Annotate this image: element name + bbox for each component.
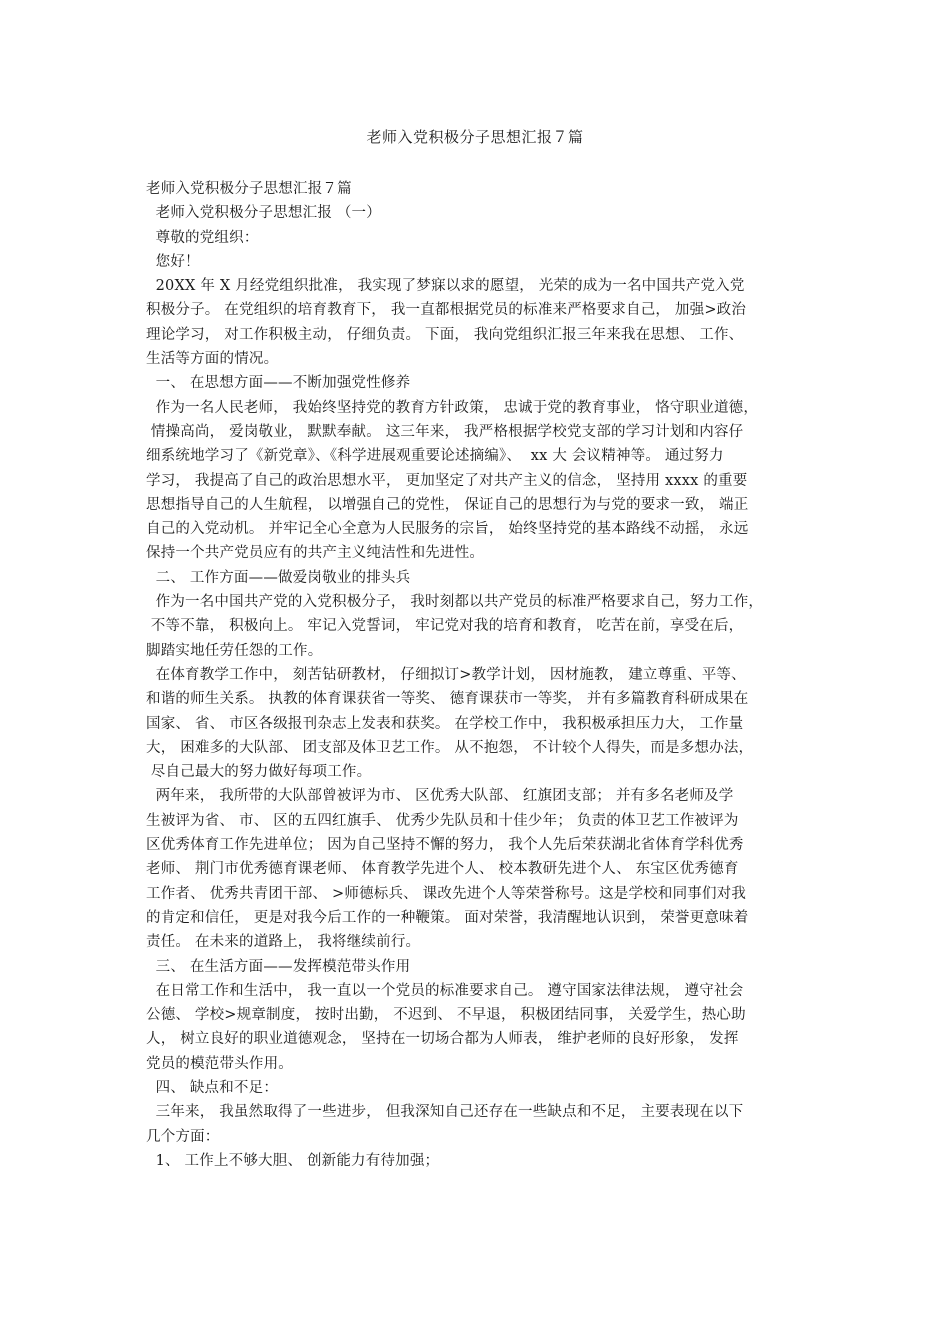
body-line: 和谐的师生关系。 执教的体育课获省一等奖、 德育课获市一等奖， 并有多篇教育科研成果在	[146, 691, 749, 708]
body-line: 工作者、 优秀共青团干部、 >师德标兵、 课改先进个人等荣誉称号。这是学校和同事们对我	[146, 885, 747, 902]
body-line: 几个方面：	[146, 1128, 220, 1145]
body-line: 国家、 省、 市区各级报刊杂志上发表和获奖。 在学校工作中， 我积极承担压力大， 工作量	[146, 715, 744, 732]
body-line: 四、 缺点和不足：	[146, 1079, 279, 1096]
body-line: 情操高尚， 爱岗敬业， 默默奉献。 这三年来， 我严格根据学校党支部的学习计划和内容仔	[146, 423, 744, 440]
body-line: 在体育教学工作中， 刻苦钻研教材， 仔细拟订>教学计划， 因材施教， 建立尊重、平等、	[146, 666, 746, 683]
body-line: 人， 树立良好的职业道德观念， 坚持在一切场合都为人师表， 维护老师的良好形象， 发挥	[146, 1031, 739, 1048]
body-line: 积极分子。 在党组织的培育教育下， 我一直都根据党员的标准来严格要求自己， 加强>政治	[146, 302, 747, 319]
document-title: 老师入党积极分子思想汇报７篇	[366, 128, 584, 146]
body-line: 三、 在生活方面——发挥模范带头作用	[146, 958, 411, 975]
body-line: 区优秀体育工作先进单位； 因为自己坚持不懈的努力， 我个人先后荣获湖北省体育学科优秀	[146, 837, 744, 854]
body-line: 20XX 年 X 月经党组织批准， 我实现了梦寐以求的愿望， 光荣的成为一名中国共产党入党	[146, 278, 745, 295]
body-line: 保持一个共产党员应有的共产主义纯洁性和先进性。	[146, 545, 485, 562]
body-line: 自己的入党动机。 并牢记全心全意为人民服务的宗旨， 始终坚持党的基本路线不动摇， 永远	[146, 521, 749, 538]
body-line: 脚踏实地任劳任怨的工作。	[146, 642, 323, 659]
body-line: 公德、 学校>规章制度， 按时出勤， 不迟到、 不早退， 积极团结同事， 关爱学生，热心助	[146, 1007, 746, 1024]
body-line: 思想指导自己的人生航程， 以增强自己的党性， 保证自己的思想行为与党的要求一致， 端正	[146, 496, 749, 513]
body-line: 老师入党积极分子思想汇报７篇	[146, 181, 352, 197]
body-line: 作为一名中国共产党的入党积极分子， 我时刻都以共产党员的标准严格要求自己，努力工作，	[146, 594, 764, 611]
body-line: 三年来， 我虽然取得了一些进步， 但我深知自己还存在一些缺点和不足， 主要表现在以下	[146, 1104, 744, 1121]
body-line: 党员的模范带头作用。	[146, 1055, 293, 1072]
body-line: 不等不靠， 积极向上。 牢记入党誓词， 牢记党对我的培育和教育， 吃苦在前，享受在后，	[146, 618, 744, 635]
body-line: 二、 工作方面——做爱岗敬业的排头兵	[146, 569, 411, 586]
body-line: 生活等方面的情况。	[146, 351, 279, 368]
body-line: 细系统地学习了《新党章》、《科学进展观重要论述摘编》、 xx 大 会议精神等。 通过努力	[146, 448, 724, 465]
body-line: 您好！	[146, 253, 200, 270]
body-line: 责任。 在未来的道路上， 我将继续前行。	[146, 934, 421, 951]
body-line: 作为一名人民老师， 我始终坚持党的教育方针政策， 忠诚于党的教育事业， 恪守职业道德，	[146, 399, 759, 416]
body-line: 1、 工作上不够大胆、 创新能力有待加强；	[146, 1152, 440, 1169]
body-line: 理论学习， 对工作积极主动， 仔细负责。 下面， 我向党组织汇报三年来我在思想、 工作、	[146, 326, 744, 343]
body-line: 学习， 我提高了自己的政治思想水平， 更加坚定了对共产主义的信念， 坚持用 xxxx 的重要	[146, 472, 748, 489]
body-line: 尽自己最大的努力做好每项工作。	[146, 764, 372, 781]
body-line: 在日常工作和生活中， 我一直以一个党员的标准要求自己。 遵守国家法律法规， 遵守社会	[146, 982, 744, 999]
document-body	[146, 177, 818, 1173]
body-line: 老师入党积极分子思想汇报 （一）	[146, 205, 381, 222]
body-line: 大， 困难多的大队部、 团支部及体卫艺工作。 从不抱怨， 不计较个人得失，而是多想办法，	[146, 739, 754, 756]
body-line: 一、 在思想方面——不断加强党性修养	[146, 375, 411, 392]
body-line: 老师、 荆门市优秀德育课老师、 体育教学先进个人、 校本教研先进个人、 东宝区优秀德育	[146, 861, 739, 878]
body-line: 两年来， 我所带的大队部曾被评为市、 区优秀大队部、 红旗团支部； 并有多名老师及学	[146, 788, 734, 805]
body-line: 生被评为省、 市、 区的五四红旗手、 优秀少先队员和十佳少年； 负责的体卫艺工作被评为	[146, 812, 739, 829]
body-line: 尊敬的党组织：	[146, 229, 259, 246]
body-line: 的肯定和信任， 更是对我今后工作的一种鞭策。 面对荣誉，我清醒地认识到， 荣誉更意味着	[146, 909, 749, 926]
